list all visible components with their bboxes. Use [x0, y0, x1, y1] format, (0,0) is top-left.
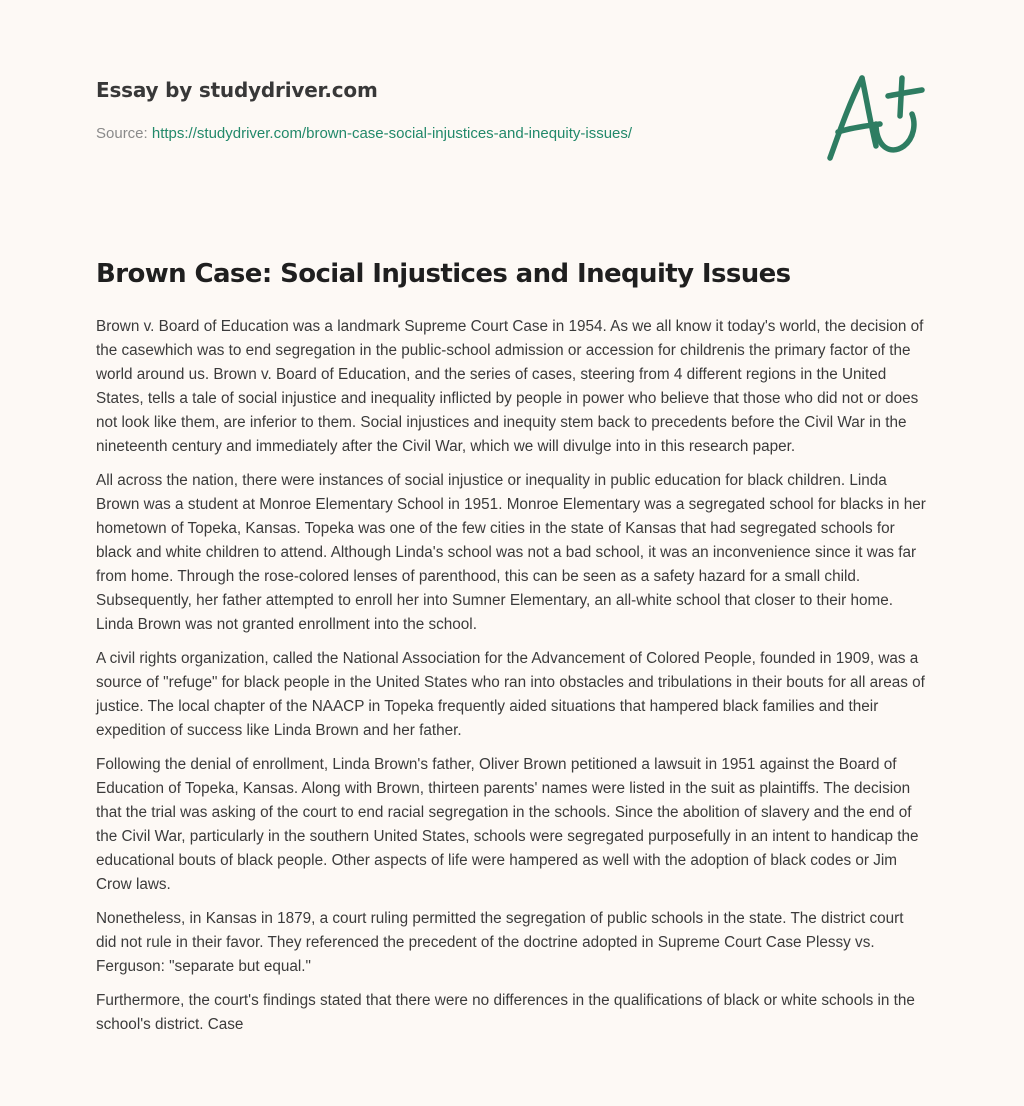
article-paragraph: Furthermore, the court's findings stated that there were no differences in the qualifications of black or white schools in the school's district. Case [96, 992, 915, 1033]
page-header [96, 76, 936, 142]
article-paragraph: A civil rights organization, called the National Association for the Advancement of Colored People, founded in 1909, was a source of "refuge" for black people in the United States who ran into obstacles and tribulations in their bouts for all areas of justice. The local chapter of the NAACP in Topeka frequently aided situations that hampered black families and their expedition of success like Linda Brown and her father. [96, 650, 925, 739]
article-paragraph: Brown v. Board of Education was a landmark Supreme Court Case in 1954. As we all know it today's world, the decision of the casewhich was to end segregation in the public-school admission or accession for childrenis the primary factor of the world around us. Brown v. Board of Education, and the series of cases, steering from 4 different regions in the United States, tells a tale of social injustice and inequality inflicted by people in power who believe that those who did not or does not look like them, are inferior to them. Social injustices and inequity stem back to precedents before the Civil War in the nineteenth century and immediately after the Civil War, which we will divulge into in this research paper. [96, 318, 924, 455]
source-link[interactable]: https://studydriver.com/brown-case-social-injustices-and-inequity-issues/ [151, 125, 633, 142]
brand-title: Essay by studydriver.com [96, 78, 378, 102]
source-line [96, 124, 632, 144]
source-label: Source: [96, 125, 148, 142]
article-paragraph: Nonetheless, in Kansas in 1879, a court ruling permitted the segregation of public schools in the state. The district court did not rule in their favor. They referenced the precedent of the doctrine adopted in Supreme Court Case Plessy vs. Ferguson: "separate but equal." [96, 910, 904, 975]
article-body [96, 315, 928, 1047]
a-plus-grade-icon [820, 66, 930, 166]
article-paragraph: Following the denial of enrollment, Linda Brown's father, Oliver Brown petitioned a lawsuit in 1951 against the Board of Education of Topeka, Kansas. Along with Brown, thirteen parents' names were listed in the suit as plaintiffs. The decision that the trial was asking of the court to end racial segregation in the schools. Since the abolition of slavery and the end of the Civil War, particularly in the southern United States, schools were segregated purposefully in an intent to handicap the educational bouts of black people. Other aspects of life were hampered as well with the adoption of black codes or Jim Crow laws. [96, 756, 919, 893]
article-title: Brown Case: Social Injustices and Inequity Issues [96, 259, 791, 289]
article-paragraph: All across the nation, there were instances of social injustice or inequality in public education for black children. Linda Brown was a student at Monroe Elementary School in 1951. Monroe Elementary was a segregated school for blacks in her hometown of Topeka, Kansas. Topeka was one of the few cities in the state of Kansas that had segregated schools for black and white children to attend. Although Linda's school was not a bad school, it was an inconvenience since it was far from home. Through the rose-colored lenses of parenthood, this can be seen as a safety hazard for a small child. Subsequently, her father attempted to enroll her into Sumner Elementary, an all-white school that closer to their home. Linda Brown was not granted enrollment into the school. [96, 472, 926, 633]
